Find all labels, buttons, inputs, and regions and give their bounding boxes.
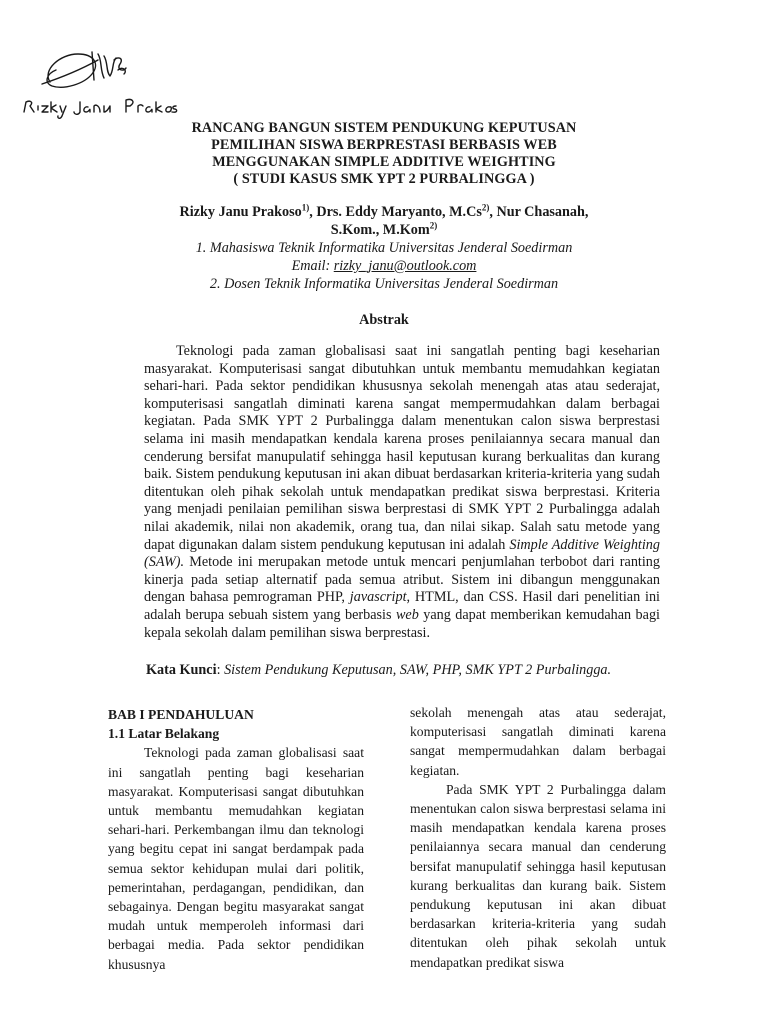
author-3b: S.Kom., M.Kom [330, 222, 430, 238]
affiliation-1: 1. Mahasiswa Teknik Informatika Universitas Jenderal Soedirman [195, 240, 573, 256]
email-link[interactable]: rizky_janu@outlook.com [333, 258, 477, 274]
title-line-2: PEMILIHAN SISWA BERPRESTASI BERBASIS WEB [211, 137, 557, 153]
abstract-method: Simple Additive Weighting (SAW). [144, 536, 660, 571]
body-paragraph-continued: sekolah menengah atas atau sederajat, komputerisasi sangatlah diminati karena sangat mempermudahkan dalam berbagai kegiatan. [410, 705, 666, 778]
abstract-body [144, 343, 660, 642]
chapter-heading: BAB I PENDAHULUAN [108, 707, 254, 722]
author-names: Rizky Janu Prakoso$^{1)}$, Drs. Eddy Maryanto, M.Cs$^{2)}$, Nur Chasanah, [179, 202, 589, 220]
abstract-web: web [395, 606, 419, 623]
author-2-sup: 2) [481, 202, 490, 213]
author-2: Drs. Eddy Maryanto, M.Cs [316, 204, 482, 220]
body-column-right [410, 703, 666, 972]
body-paragraph-2: Pada SMK YPT 2 Purbalingga dalam menentukan calon siswa berprestasi selama ini masih mendapatkan kendala karena proses penilaiannya secara manual dan cenderung bersifat manupulatif sehingga hasil keputusan kurang berkualitas dan kurang baik. Sistem pendukung keputusan ini akan dibuat berdasarkan kriteria-kriteria yang sudah ditentukan oleh pihak sekolah untuk mendapatkan predikat siswa [410, 781, 666, 970]
author-signature [20, 40, 180, 130]
keywords [144, 662, 684, 679]
author-1: Rizky Janu Prakoso [179, 204, 302, 220]
keywords-separator: : [216, 662, 225, 678]
author-3-sup: 2) [429, 220, 438, 231]
author-1-sup: 1) [301, 202, 310, 213]
email-label: Email: [291, 258, 334, 274]
author-block [108, 203, 660, 293]
keywords-label: Kata Kunci [146, 662, 217, 678]
abstract-part-3: , HTML, dan CSS. Hasil dari penelitian ini adalah berupa sebuah sistem yang berbasis [144, 589, 661, 623]
author-3a: Nur Chasanah, [496, 204, 589, 220]
title-line-3: MENGGUNAKAN SIMPLE ADDITIVE WEIGHTING [212, 154, 556, 170]
title-line-1: RANCANG BANGUN SISTEM PENDUKUNG KEPUTUSAN [191, 120, 577, 136]
abstract-heading: Abstrak [359, 312, 409, 328]
email-line [108, 257, 660, 275]
section-heading: 1.1 Latar Belakang [108, 726, 220, 742]
abstract-js: javascript [349, 589, 407, 606]
abstract-part-2: Metode ini merupakan metode untuk mencari penjumlahan terbobot dari ranting kinerja pada setiap alternatif pada semua atribut. Sistem ini dibangun menggunakan dengan bahasa pemrograman PHP, [144, 554, 660, 606]
keywords-values: Sistem Pendukung Keputusan, SAW, PHP, SMK YPT 2 Purbalingga. [224, 662, 612, 678]
abstract-part-1: Teknologi pada zaman globalisasi saat ini sangatlah penting bagi keseharian masyarakat. Komputerisasi sangat dibutuhkan untuk membantu memudahkan kegiatan sehari-hari. Pada sektor pendidikan khususnya sekolah menengah atas atau sederajat, komputerisasi sangatlah diminati karena sangat mempermudahkan dalam berbagai kegiatan. Pada SMK YPT 2 Purbalingga dalam menentukan calon siswa berprestasi selama ini masih mendapatkan kendala karena proses penilaiannya secara manual dan cenderung bersifat manupulatif sehingga hasil keputusan kurang berkualitas dan kurang baik. Sistem pendukung keputusan ini akan dibuat berdasarkan kriteria-kriteria yang sudah ditentukan oleh pihak sekolah untuk mendapatkan predikat siswa berprestasi. Kriteria yang menjadi penilaian pemilihan siswa berprestasi di SMK YPT 2 Purbalingga adalah nilai akademik, nilai non akademik, orang tua, dan nilai sikap. Salah satu metode yang dapat digunakan dalam sistem pendukung keputusan ini adalah [144, 343, 660, 553]
body-column-left [108, 705, 364, 974]
body-paragraph-1: Teknologi pada zaman globalisasi saat ini sangatlah penting bagi keseharian masyarakat. Komputerisasi sangat dibutuhkan untuk membantu memudahkan kegiatan sehari-hari. Perkembangan ilmu dan teknologi yang begitu cepat ini sangat berdampak pada semua sektor kehidupan mulai dari politik, pemerintahan, perdagangan, pendidikan, dan sebagainya. Dengan begitu masyarakat sangat mudah untuk memperoleh informasi dari berbagai media. Pada sektor pendidikan khususnya [108, 745, 364, 972]
title-line-4: ( STUDI KASUS SMK YPT 2 PURBALINGGA ) [233, 171, 535, 187]
affiliation-2: 2. Dosen Teknik Informatika Universitas Jenderal Soedirman [209, 276, 559, 292]
abstract-part-4: yang dapat memberikan kemudahan bagi kepala sekolah dalam pemilihan siswa berprestasi. [144, 606, 660, 641]
author-names-line-2 [108, 221, 660, 239]
paper-title [108, 120, 660, 188]
